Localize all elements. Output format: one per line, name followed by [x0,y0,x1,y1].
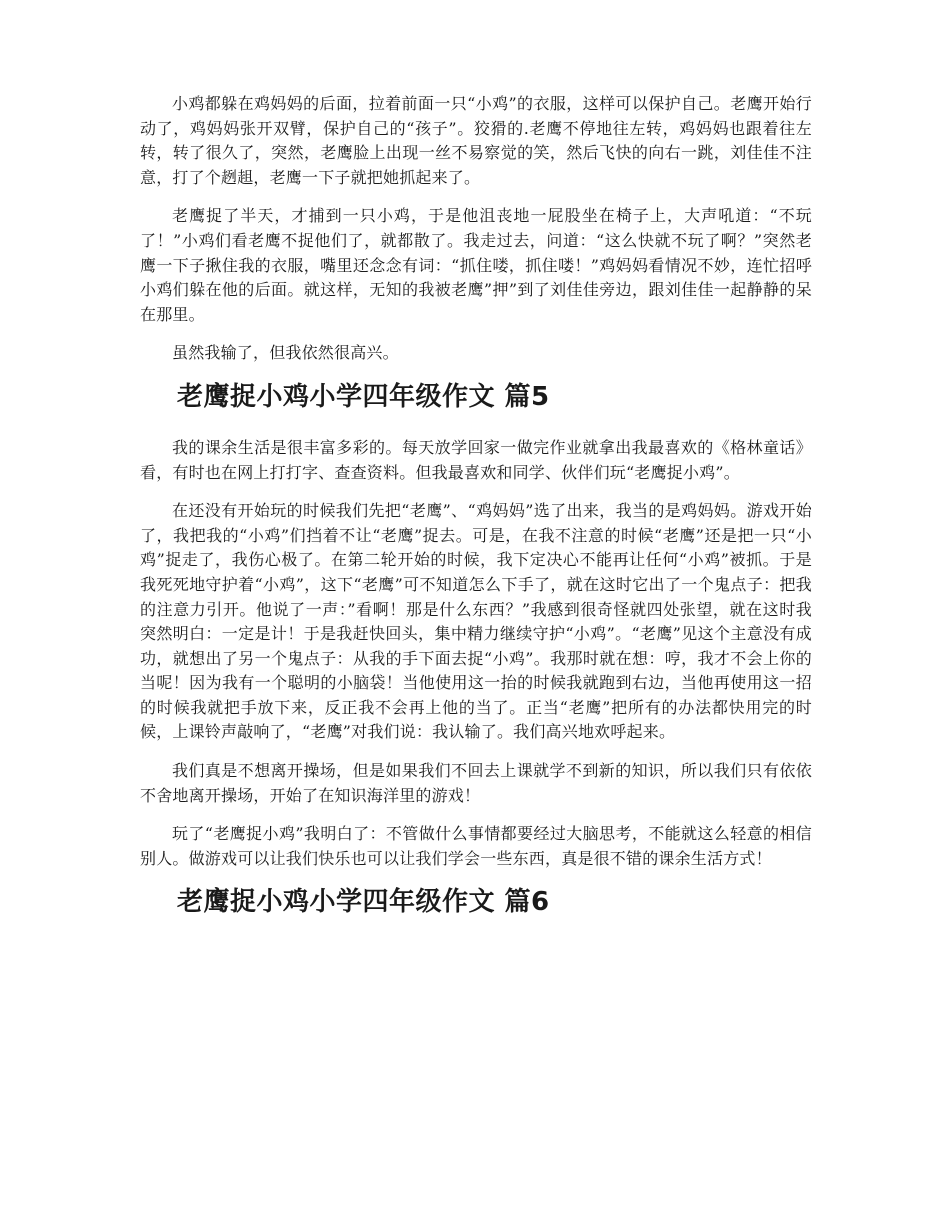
paragraph-1: 小鸡都躲在鸡妈妈的后面，拉着前面一只“小鸡”的衣服，这样可以保护自己。老鹰开始行动了，鸡妈妈张开双臂，保护自己的“孩子”。狡猾的.老鹰不停地往左转，鸡妈妈也跟着往左转，转了很久了，突然，老鹰脸上出现一丝不易察觉的笑，然后飞快的向右一跳，刘佳佳不注意，打了个趔趄，老鹰一下子就把她抓起来了。 [140,94,812,187]
paragraph-3: 虽然我输了，但我依然很高兴。 [172,343,399,363]
document-page [140,92,812,941]
paragraph-4: 我的课余生活是很丰富多彩的。每天放学回家一做完作业就拿出我最喜欢的《格林童话》看，有时也在网上打打字、查查资料。但我最喜欢和同学、伙伴们玩“老鹰捉小鸡”。 [140,437,812,482]
paragraph-2: 老鹰捉了半天，才捕到一只小鸡，于是他沮丧地一屁股坐在椅子上，大声吼道：“不玩了！”小鸡们看老鹰不捉他们了，就都散了。我走过去，问道：“这么快就不玩了啊？”突然老鹰一下子揪住我的衣服，嘴里还念念有词：“抓住喽，抓住喽！”鸡妈妈看情况不妙，连忙招呼小鸡们躲在他的后面。就这样，无知的我被老鹰”押”到了刘佳佳旁边，跟刘佳佳一起静静的呆在那里。 [140,206,812,324]
section-heading-5: 老鹰捉小鸡小学四年级作文 篇5 [177,381,550,412]
section-heading-6: 老鹰捉小鸡小学四年级作文 篇6 [177,887,550,918]
paragraph-7: 玩了“老鹰捉小鸡”我明白了：不管做什么事情都要经过大脑思考，不能就这么轻意的相信别人。做游戏可以让我们快乐也可以让我们学会一些东西，真是很不错的课余生活方式！ [140,824,812,868]
paragraph-5: 在还没有开始玩的时候我们先把“老鹰”、“鸡妈妈”选了出来，我当的是鸡妈妈。游戏开始了，我把我的“小鸡”们挡着不让“老鹰”捉去。可是，在我不注意的时候“老鹰”还是把一只“小鸡”捉走了，我伤心极了。在第二轮开始的时候，我下定决心不能再让任何“小鸡”被抓。于是我死死地守护着“小鸡”，这下“老鹰”可不知道怎么下手了，就在这时它出了一个鬼点子：把我的注意力引开。他说了一声：”看啊！那是什么东西？”我感到很奇怪就四处张望，就在这时我突然明白：一定是计！于是我赶快回头，集中精力继续守护“小鸡”。“老鹰”见这个主意没有成功，就想出了另一个鬼点子：从我的手下面去捉“小鸡”。我那时就在想：哼，我才不会上你的当呢！因为我有一个聪明的小脑袋！当他使用这一抬的时候我就跑到右边，当他再使用这一招的时候我就把手放下来，反正我不会再上他的当了。正当“老鹰”把所有的办法都快用完的时候，上课铃声敲响了，“老鹰”对我们说：我认输了。我们高兴地欢呼起来。 [140,501,812,742]
paragraph-6: 我们真是不想离开操场，但是如果我们不回去上课就学不到新的知识，所以我们只有依依不舍地离开操场，开始了在知识海洋里的游戏！ [140,761,812,805]
